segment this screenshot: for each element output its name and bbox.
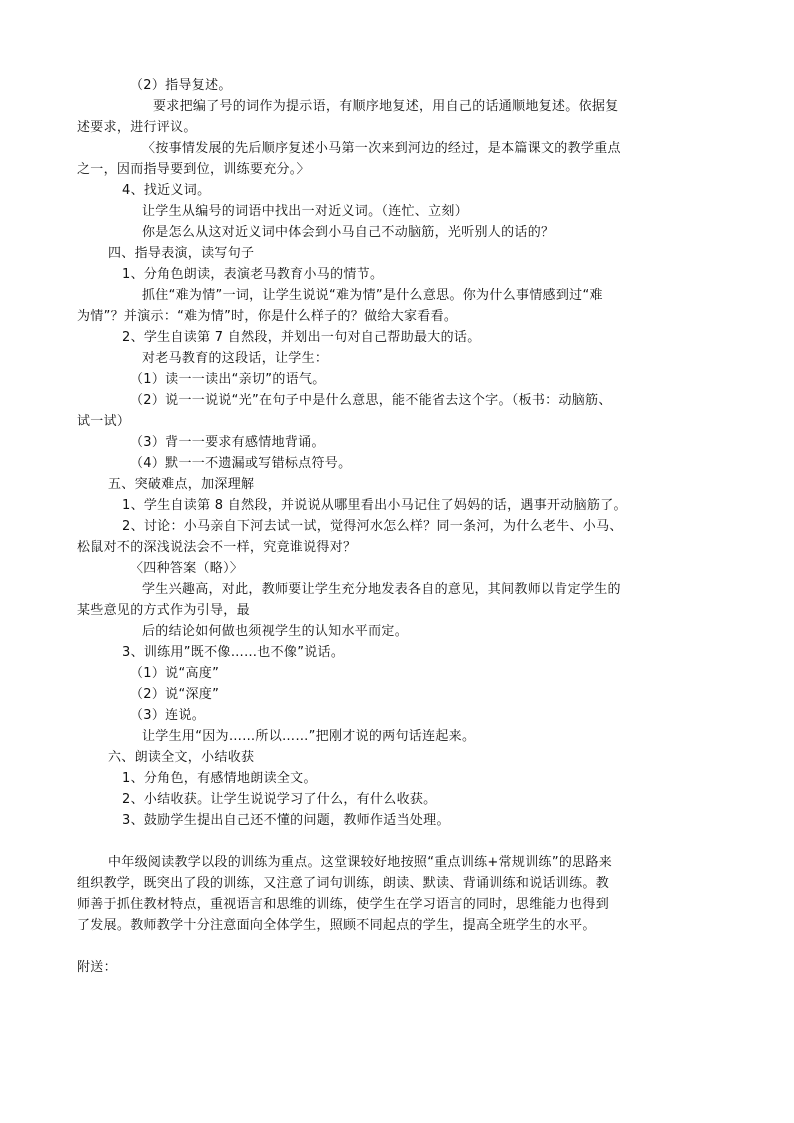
list-item: 3、训练用”既不像……也不像”说话。 [122,645,345,660]
paragraph-line: 试一试） [77,414,131,429]
appendix-label: 附送： [77,960,117,975]
paragraph-line: 你是怎么从这对近义词中体会到小马自己不动脑筋，光听别人的话的？ [142,225,555,240]
list-item: 2、小结收获。让学生说说学习了什么，有什么收获。 [122,792,437,807]
paragraph-line: 述要求，进行评议。 [77,120,197,135]
section-5-heading: 五、突破难点，加深理解 [108,477,255,492]
paragraph-line: 让学生用“因为……所以……”把刚才说的两句话连起来。 [142,729,476,744]
sub-item: （1）说“高度” [130,666,220,681]
paragraph-line: 〈按事情发展的先后顺序复述小马第一次来到河边的经过，是本篇课文的教学重点 [142,141,621,156]
list-item: 2、讨论：小马亲自下河去试一试，觉得河水怎么样？同一条河，为什么老牛、小马、 [122,519,623,534]
list-item: 1、分角色朗读，表演老马教育小马的情节。 [122,267,384,282]
section-4-heading: 四、指导表演，读写句子 [108,246,255,261]
commentary-line: 中年级阅读教学以段的训练为重点。这堂课较好地按照“重点训练+常规训练”的思路来 [108,855,613,870]
sub-item: （3）背一一要求有感情地背诵。 [130,435,325,450]
commentary-line: 师善于抓住教材特点，重视语言和思维的训练，使学生在学习语言的同时，思维能力也得到 [77,897,610,912]
step-4-heading: 4、找近义词。 [122,183,211,198]
paragraph-line: 抓住“难为情”一词，让学生说说“难为情”是什么意思。你为什么事情感到过“难 [142,288,603,303]
sub-item: （3）连说。 [130,708,206,723]
sub-item: （2）说“深度” [130,687,220,702]
paragraph-line: 后的结论如何做也须视学生的认知水平而定。 [142,624,409,639]
paragraph-line: 学生兴趣高，对此，教师要让学生充分地发表各自的意见，其间教师以肯定学生的 [142,582,621,597]
paragraph-line: 松鼠对不的深浅说法会不一样，究竟谁说得对？ [77,540,357,555]
step-2-heading: （2）指导复述。 [130,78,232,93]
section-6-heading: 六、朗读全文，小结收获 [108,750,255,765]
list-item: 1、学生自读第 8 自然段，并说说从哪里看出小马记住了妈妈的话，遇事开动脑筋了。 [122,498,627,513]
paragraph-line: 〈四种答案（略）〉 [130,561,244,576]
sub-item: （1）读一一读出“亲切”的语气。 [130,372,326,387]
paragraph-line: 为情”？并演示：“难为情”时，你是什么样子的？做给大家看看。 [77,309,458,324]
paragraph-line: 对老马教育的这段话，让学生： [142,351,329,366]
list-item: 3、鼓励学生提出自己还不懂的问题，教师作适当处理。 [122,813,450,828]
paragraph-line: 之一，因而指导要到位，训练要充分。〉 [77,162,310,177]
paragraph-line: 某些意见的方式作为引导，最 [77,603,250,618]
commentary-line: 了发展。教师教学十分注意面向全体学生，照顾不同起点的学生，提高全班学生的水平。 [77,918,596,933]
paragraph-line: 要求把编了号的词作为提示语，有顺序地复述，用自己的话通顺地复述。依据复 [153,99,619,114]
list-item: 2、学生自读第 7 自然段，并划出一句对自己帮助最大的话。 [122,330,481,345]
sub-item: （4）默一一不遗漏或写错标点符号。 [130,456,352,471]
commentary-line: 组织教学，既突出了段的训练，又注意了词句训练，朗读、默读、背诵训练和说话训练。教 [77,876,610,891]
list-item: 1、分角色，有感情地朗读全文。 [122,771,317,786]
paragraph-line: 让学生从编号的词语中找出一对近义词。（连忙、立刻） [142,204,469,219]
sub-item: （2）说一一说说“光”在句子中是什么意思，能不能省去这个字。（板书：动脑筋、 [130,393,612,408]
